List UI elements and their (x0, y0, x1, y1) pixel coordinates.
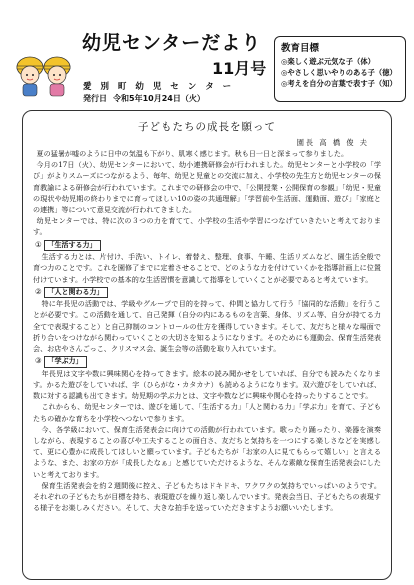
article-paragraph: 生活する力とは、片付け、手洗い、トイレ、着替え、整理、食事、午睡、生活リズムなど、園生活全般で育つ力のことです。これを園修了までに定着させることで、どのような力を付けていくかを指導計画上に位置付けています。小学校での基本的な生活習慣を意識して指導をしていくことが必要であると考えています。 (33, 252, 381, 284)
section-heading (33, 286, 381, 299)
article-paragraph: 今月の17日（火）、幼児センターにおいて、幼小連携研修会が行われました。幼児センターと小学校の「学び」がよりスムーズにつながるよう、毎年、幼児と児童との交流に加え、小学校の先生方と幼児センターの保育教諭による研修会が行われています。これまでの研修会の中で、「公開授業・公開保育の参観」「幼児・児童の現状や幼児期の終わりまでに育ってほしい10の姿の共通理解」「学習前や生活面、運動面、遊び」「家庭との連携」等について意見交流が行われてきました。 (33, 160, 381, 215)
section-heading (33, 355, 381, 368)
section-number: ③ (35, 356, 42, 366)
article-paragraph: 年長児は文字や数に興味関心を持ってきます。絵本の読み聞かせをしていれば、自分でも読みたくなります。かるた遊びをしていれば、字（ひらがな・カタカナ）も読めるようになります。双六遊びをしていれば、数に対する認識も出てきます。幼児期の学ぶ力とは、文字や数などに興味や関心を持ったりすることです。 (33, 368, 381, 401)
education-goal-item: ◎楽しく遊ぶ元気な子（体） (281, 57, 375, 66)
section-number: ① (35, 239, 42, 249)
article-title: 子どもたちの成長を願って (138, 121, 276, 133)
issue-date-value: 令和5年10月24日（火） (113, 94, 205, 103)
article-author: 園長 高 橋 俊 夫 (296, 138, 369, 147)
section-label: 「生活する力」 (44, 240, 101, 252)
article-paragraph: 今、各学級において、保育生活発表会に向けての活動が行われています。歌ったり踊ったり、楽器を演奏しながら、表現することの喜びや工夫することの面白さ、友だちと気持ちを一つにする楽しさなどを実感して、更に心豊かに成長してほしいと願っています。子どもたちが「お家の人に見てもらって嬉しい」と言えるような、また、お家の方が「成長したなぁ」と感じていただけるような、そんな素敵な保育生活発表会にしたいと考えております。 (33, 424, 381, 479)
education-goals-title: 教育目標 (281, 43, 320, 54)
section-label: 「学ぶ力」 (44, 356, 87, 368)
issue-date (83, 93, 205, 104)
principal-article (22, 110, 392, 580)
article-paragraph: 保育生活発表会を約２週間後に控え、子どもたちはドキドキ、ワクワクの気持ちでいっぱいのようです。それぞれの子どもたちが目標を持ち、表現遊びを繰り返し楽しんでいます。発表会当日、子どもたちの表現する様子をお楽しみください。そして、大きな拍手を送っていただきますようお願いいたします。 (33, 480, 381, 513)
newsletter-title: 幼児センターだより (82, 32, 262, 54)
section-heading (33, 239, 381, 252)
education-goal-item: ◎やさしく思いやりのある子（徳） (281, 68, 397, 77)
section-label: 「人と関わる力」 (44, 287, 108, 299)
issue-month: 11月号 (212, 59, 267, 78)
education-goal-item: ◎考えを自分の言葉で表す子（知） (281, 79, 397, 88)
two-children-yellow-hats-icon (14, 54, 74, 98)
article-paragraph: 夏の猛暑が嘘のように日中の気温も下がり、肌寒く感じます。秋も日一日と深まって参りました。 (36, 149, 349, 158)
education-goals-box (274, 36, 406, 102)
issue-date-label: 発行日 (83, 94, 107, 103)
article-paragraph: 幼児センターでは、特に次の３つの力を育てて、小学校の生活や学習につなげていきたいと考えております。 (33, 216, 381, 237)
article-paragraph: これからも、幼児センターでは、遊びを通して、「生活する力」「人と関わる力」「学ぶ力」を育て、子どもたちの確かな育ちを小学校へつないで参ります。 (33, 402, 381, 423)
section-number: ② (35, 286, 42, 296)
article-paragraph: 特に年長児の活動では、学級やグループで目的を持って、仲間と協力して行う「協同的な活動」を行うことが必要です。この活動を通して、自己発揮（自分の内にあるものを言葉、身体、リズム等、自分が持てる力全てで表現すること）と自己抑制のコントロールの仕方を獲得していきます。そして、友だちと様々な場面で折り合いをつけながら関わっていくことの大切さを知るようになります。そのためにも運動会、保育生活発表会、お店やさんごっこ、クリスマス会、誕生会等の活動を取り入れています。 (33, 299, 381, 354)
organization-name: 愛 別 町 幼 児 セ ン タ ー (83, 82, 235, 92)
newsletter-header (0, 0, 414, 108)
